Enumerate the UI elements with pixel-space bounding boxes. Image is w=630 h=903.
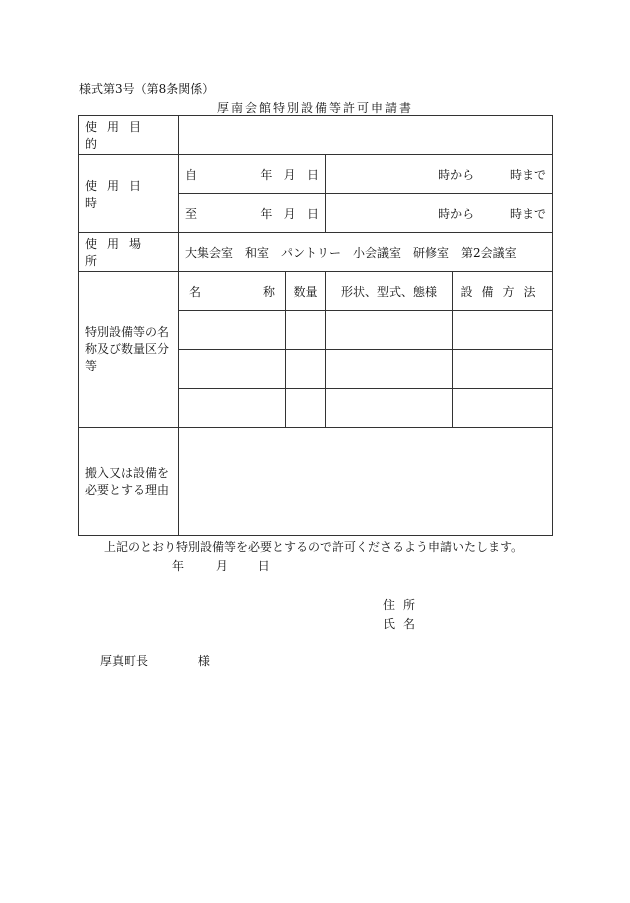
place-options[interactable]: 大集会室 和室 パントリー 小会議室 研修室 第2会議室 [179, 233, 553, 272]
declaration-text: 上記のとおり特別設備等を必要とするので許可くださるよう申請いたします。 [104, 540, 524, 554]
date-from-field[interactable] [179, 155, 326, 194]
equipment-name-cell[interactable] [179, 389, 286, 428]
date-year: 年 [172, 559, 185, 573]
equipment-method-cell[interactable] [453, 350, 553, 389]
from-prefix: 自 [185, 167, 198, 182]
to-start-time: 時から [438, 206, 475, 221]
from-year: 年 [260, 167, 273, 182]
equipment-quantity-cell[interactable] [286, 311, 326, 350]
equipment-shape-cell[interactable] [326, 389, 453, 428]
equipment-name-cell[interactable] [179, 350, 286, 389]
addressee-title: 厚真町長 [100, 654, 149, 668]
to-prefix: 至 [185, 206, 198, 221]
addressee [100, 652, 210, 669]
equipment-method-cell[interactable] [453, 389, 553, 428]
to-end-time: 時まで [509, 206, 546, 221]
reason-label: 搬入又は設備を必要とする理由 [79, 428, 179, 536]
header-name-second: 称 [262, 284, 275, 299]
date-day: 日 [257, 559, 270, 573]
equipment-method-cell[interactable] [453, 311, 553, 350]
equipment-shape-cell[interactable] [326, 311, 453, 350]
address-label: 住所 [383, 598, 424, 612]
to-month: 月 [283, 206, 296, 221]
form-number: 様式第3号（第8条関係） [79, 82, 215, 96]
purpose-label: 使用目的 [79, 116, 179, 155]
from-end-time: 時まで [509, 167, 546, 182]
application-date [172, 557, 270, 574]
from-start-time: 時から [438, 167, 475, 182]
purpose-row [79, 116, 553, 155]
header-shape: 形状、型式、態様 [326, 272, 453, 311]
from-month: 月 [283, 167, 296, 182]
to-year: 年 [260, 206, 273, 221]
reason-row [79, 428, 553, 536]
from-day: 日 [306, 167, 319, 182]
to-day: 日 [306, 206, 319, 221]
equipment-label: 特別設備等の名称及び数量区分等 [79, 272, 179, 428]
header-quantity: 数量 [286, 272, 326, 311]
equipment-shape-cell[interactable] [326, 350, 453, 389]
equipment-quantity-cell[interactable] [286, 389, 326, 428]
date-month: 月 [215, 559, 228, 573]
honorific: 様 [197, 654, 210, 668]
time-from-field[interactable] [326, 155, 553, 194]
place-label: 使用場所 [79, 233, 179, 272]
application-form-table [78, 115, 553, 536]
header-method: 設備方法 [453, 272, 553, 311]
datetime-label: 使用日時 [79, 155, 179, 233]
equipment-name-cell[interactable] [179, 311, 286, 350]
purpose-field[interactable] [179, 116, 553, 155]
time-to-field[interactable] [326, 194, 553, 233]
date-to-field[interactable] [179, 194, 326, 233]
document-title: 厚南会館特別設備等許可申請書 [216, 101, 413, 115]
date-from-row [79, 155, 553, 194]
equipment-quantity-cell[interactable] [286, 350, 326, 389]
name-label: 氏名 [383, 617, 424, 631]
reason-field[interactable] [179, 428, 553, 536]
header-name-first: 名 [189, 284, 202, 299]
header-name [179, 272, 286, 311]
place-row [79, 233, 553, 272]
equipment-header-row [79, 272, 553, 311]
